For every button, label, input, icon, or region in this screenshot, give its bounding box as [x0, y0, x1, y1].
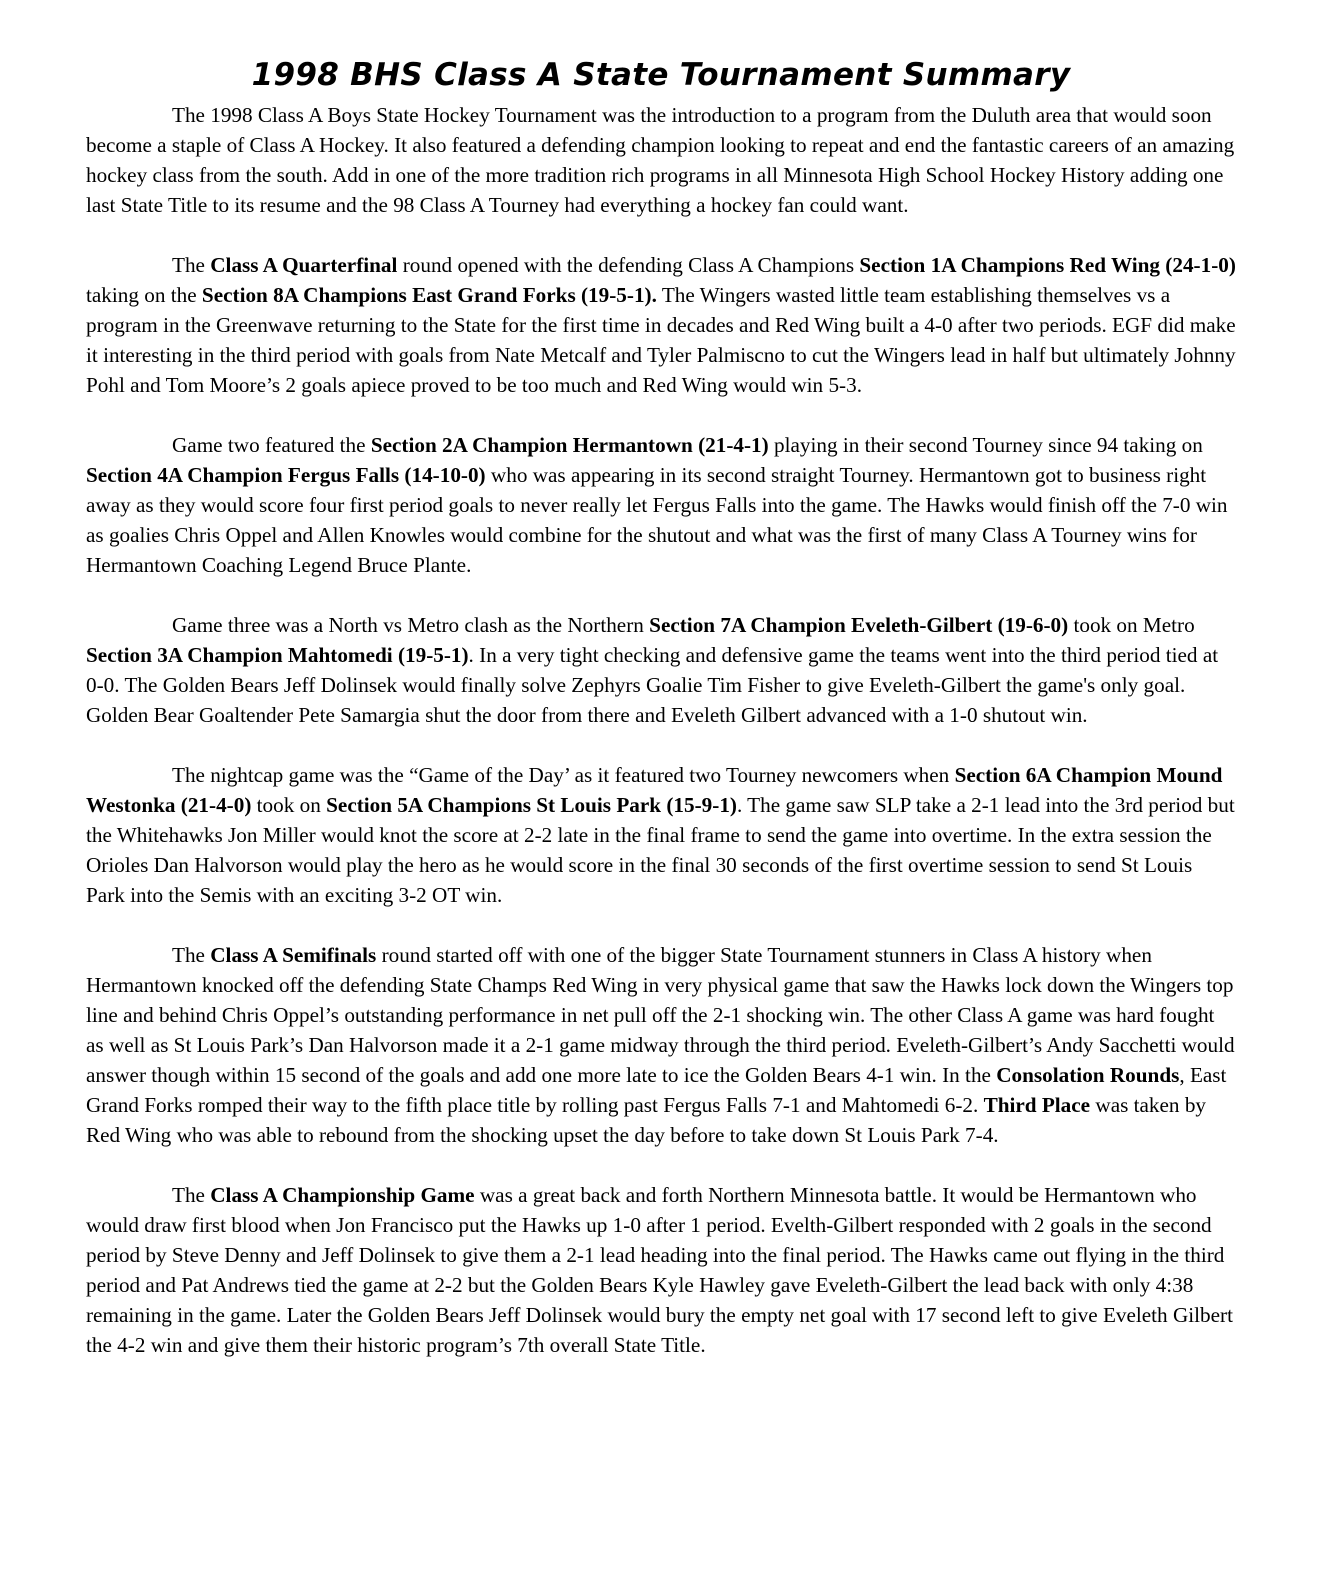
- text-run: who was appearing in its second straight Tourney. Hermantown got to business right away as they would score four first period goals to never really let Fergus Falls into the game. The Hawks would finish off the 7-0 win as goalies Chris Oppel and Allen Knowles would combine for the shutout and what was the first of many Class A Tourney wins for Hermantown Coaching Legend Bruce Plante.: [86, 463, 1228, 577]
- text-run: was a great back and forth Northern Minnesota battle. It would be Hermantown who would draw first blood when Jon Francisco put the Hawks up 1-0 after 1 period. Evelth-Gilbert responded with 2 goals in the second period by Steve Denny and Jeff Dolinsek to give them a 2-1 lead heading into the final period. The Hawks came out flying in the third period and Pat Andrews tied the game at 2-2 but the Golden Bears Kyle Hawley gave Eveleth-Gilbert the lead back with only 4:38 remaining in the game. Later the Golden Bears Jeff Dolinsek would bury the empty net goal with 17 second left to give Eveleth Gilbert the 4-2 win and give them their historic program’s 7th overall State Title.: [86, 1183, 1233, 1357]
- text-run: Game three was a North vs Metro clash as the Northern: [172, 613, 650, 637]
- text-run: was taken by Red Wing who was able to rebound from the shocking upset the day before to take down St Louis Park 7-4.: [86, 1093, 1207, 1147]
- quarterfinal-paragraph: [86, 250, 1236, 400]
- bold-text-run: Section 3A Champion Mahtomedi (19-5-1): [86, 643, 469, 667]
- bold-text-run: Section 5A Champions St Louis Park (15-9-1): [326, 793, 737, 817]
- text-run: The: [172, 253, 211, 277]
- text-run: . In a very tight checking and defensive game the teams went into the third period tied at 0-0. The Golden Bears Jeff Dolinsek would finally solve Zephyrs Goalie Tim Fisher to give Eveleth-Gilbert the game's only goal. Golden Bear Goaltender Pete Samargia shut the door from there and Eveleth Gilbert advanced with a 1-0 shutout win.: [86, 643, 1219, 727]
- game-two-paragraph: [86, 430, 1236, 580]
- text-run: round started off with one of the bigger State Tournament stunners in Class A history when Hermantown knocked off the defending State Champs Red Wing in very physical game that saw the Hawks lock down the Wingers top line and behind Chris Oppel’s outstanding performance in net pull off the 2-1 shocking win. The other Class A game was hard fought as well as St Louis Park’s Dan Halvorson made it a 2-1 game midway through the third period. Eveleth-Gilbert’s Andy Sacchetti would answer though within 15 second of the goals and add one more late to ice the Golden Bears 4-1 win. In the: [86, 943, 1235, 1087]
- text-run: The nightcap game was the “Game of the Day’ as it featured two Tourney newcomers when: [172, 763, 955, 787]
- text-run: , East Grand Forks romped their way to the fifth place title by rolling past Fergus Falls 7-1 and Mahtomedi 6-2.: [86, 1063, 1227, 1117]
- text-run: Game two featured the: [172, 433, 371, 457]
- bold-text-run: Section 7A Champion Eveleth-Gilbert (19-6-0): [649, 613, 1069, 637]
- document-title: 1998 BHS Class A State Tournament Summary: [251, 57, 1071, 93]
- document-page: [86, 52, 1236, 1390]
- game-three-paragraph: [86, 610, 1236, 730]
- bold-text-run: Section 8A Champions East Grand Forks (19-5-1).: [201, 283, 657, 307]
- nightcap-paragraph: [86, 760, 1236, 910]
- semifinals-paragraph: [86, 940, 1236, 1150]
- text-run: taking on the: [86, 283, 202, 307]
- bold-text-run: Section 6A Champion Mound Westonka (21-4-0): [86, 763, 1223, 817]
- bold-text-run: Third Place: [983, 1093, 1091, 1117]
- text-run: took on: [251, 793, 327, 817]
- text-run: The 1998 Class A Boys State Hockey Tournament was the introduction to a program from the Duluth area that would soon become a staple of Class A Hockey. It also featured a defending champion looking to repeat and end the fantastic careers of an amazing hockey class from the south. Add in one of the more tradition rich programs in all Minnesota High School Hockey History adding one last State Title to its resume and the 98 Class A Tourney had everything a hockey fan could want.: [86, 103, 1235, 217]
- bold-text-run: Class A Semifinals: [210, 943, 377, 967]
- document-body: [86, 100, 1236, 1360]
- text-run: took on Metro: [1068, 613, 1195, 637]
- bold-text-run: Section 1A Champions Red Wing (24-1-0): [859, 253, 1236, 277]
- text-run: playing in their second Tourney since 94 taking on: [768, 433, 1203, 457]
- intro-paragraph: [86, 100, 1236, 220]
- bold-text-run: Section 4A Champion Fergus Falls (14-10-0): [86, 463, 486, 487]
- bold-text-run: Section 2A Champion Hermantown (21-4-1): [370, 433, 769, 457]
- text-run: round opened with the defending Class A Champions: [397, 253, 860, 277]
- championship-paragraph: [86, 1180, 1236, 1360]
- text-run: . The game saw SLP take a 2-1 lead into the 3rd period but the Whitehawks Jon Miller would knot the score at 2-2 late in the final frame to send the game into overtime. In the extra session the Orioles Dan Halvorson would play the hero as he would score in the final 30 seconds of the first overtime session to send St Louis Park into the Semis with an exciting 3-2 OT win.: [86, 793, 1235, 907]
- bold-text-run: Consolation Rounds: [996, 1063, 1180, 1087]
- text-run: The: [172, 1183, 211, 1207]
- text-run: The: [172, 943, 211, 967]
- bold-text-run: Class A Championship Game: [210, 1183, 475, 1207]
- text-run: The Wingers wasted little team establishing themselves vs a program in the Greenwave returning to the State for the first time in decades and Red Wing built a 4-0 after two periods. EGF did make it interesting in the third period with goals from Nate Metcalf and Tyler Palmiscno to cut the Wingers lead in half but ultimately Johnny Pohl and Tom Moore’s 2 goals apiece proved to be too much and Red Wing would win 5-3.: [86, 283, 1236, 397]
- bold-text-run: Class A Quarterfinal: [210, 253, 398, 277]
